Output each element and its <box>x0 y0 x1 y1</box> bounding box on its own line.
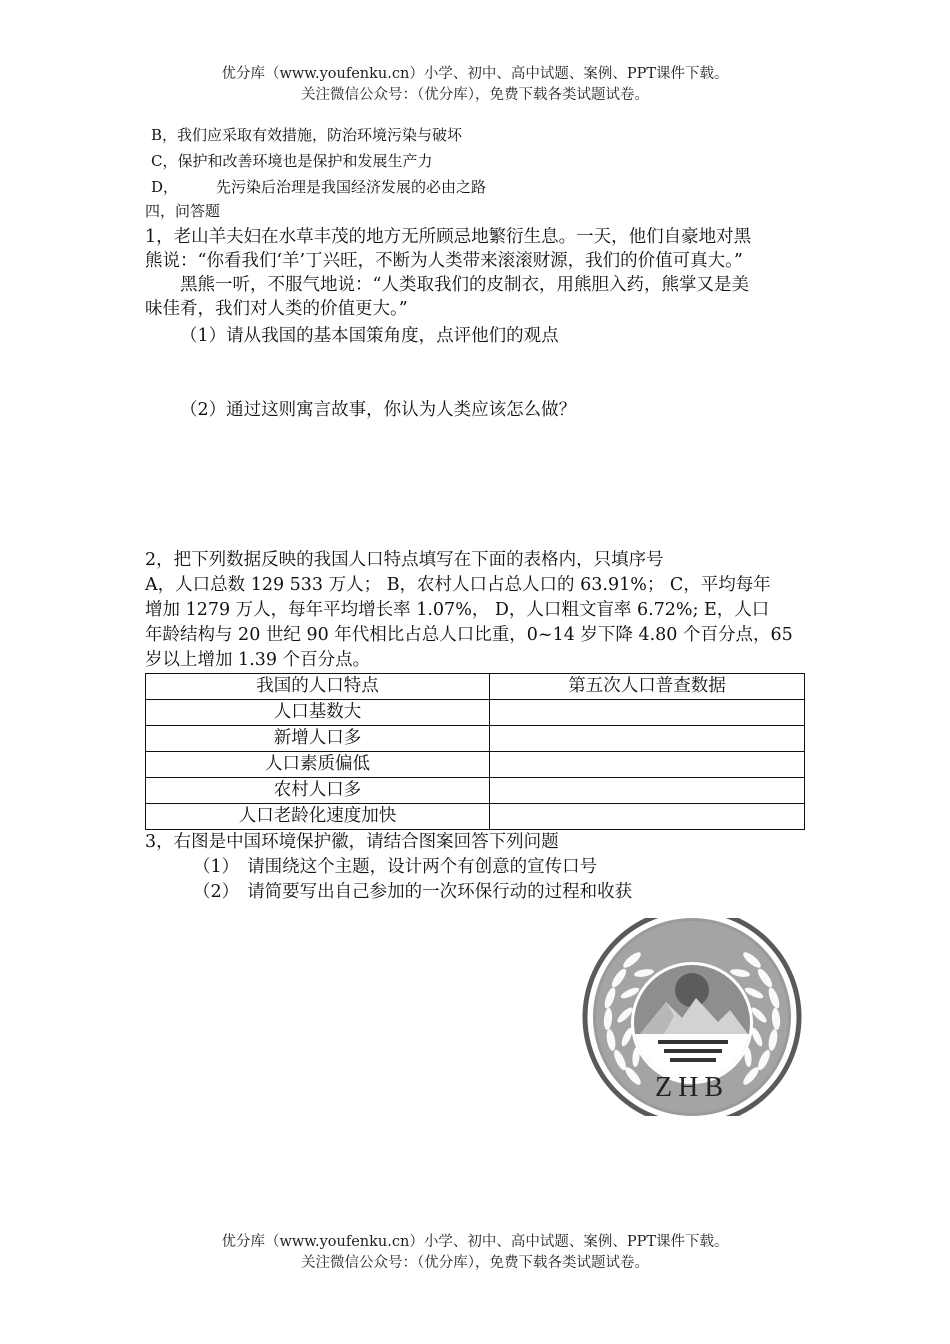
option-c: C，保护和改善环境也是保护和发展生产力 <box>151 152 433 170</box>
q3-sub-question-1 <box>193 855 597 879</box>
q1-line-2: 熊说：“你看我们‘羊’丁兴旺，不断为人类带来滚滚财源，我们的价值可真大。” <box>145 251 743 271</box>
q2-line-1: 2，把下列数据反映的我国人口特点填写在下面的表格内，只填序号 <box>145 550 664 570</box>
section-title: 四，问答题 <box>145 202 221 220</box>
option-d-letter: D， <box>151 178 179 196</box>
table-cell-answer[interactable] <box>490 700 805 726</box>
population-table <box>145 673 805 830</box>
emblem-letters: ZHB <box>655 1072 729 1103</box>
q2-line-2: A，人口总数 129 533 万人； B，农村人口占总人口的 63.91%； C，平均每年 <box>145 575 771 595</box>
table-header-cell: 我国的人口特点 <box>146 674 490 700</box>
q3-sub-2-text: 请简要写出自己参加的一次环保行动的过程和收获 <box>247 882 633 902</box>
q3-sub-question-2 <box>193 880 632 904</box>
table-cell-feature: 人口基数大 <box>146 700 490 726</box>
table-header-row <box>146 674 805 700</box>
table-cell-answer[interactable] <box>490 778 805 804</box>
environmental-protection-emblem-icon <box>578 918 806 1116</box>
header-line-2: 关注微信公众号：（优分库），免费下载各类试题试卷。 <box>301 87 649 103</box>
q1-line-4: 味佳肴，我们对人类的价值更大。” <box>145 299 408 319</box>
q2-line-4: 年龄结构与 20 世纪 90 年代相比占总人口比重，0~14 岁下降 4.80 个百分点，65 <box>145 625 793 645</box>
footer-line-2: 关注微信公众号：（优分库），免费下载各类试题试卷。 <box>301 1255 649 1271</box>
header-line-1: 优分库（www.youfenku.cn）小学、初中、高中试题、案例、PPT课件下载。 <box>221 66 729 82</box>
table-cell-feature: 新增人口多 <box>146 726 490 752</box>
q2-line-5: 岁以上增加 1.39 个百分点。 <box>145 650 371 670</box>
q2-line-3: 增加 1279 万人，每年平均增长率 1.07%， D，人口粗文盲率 6.72%; E，人口 <box>145 600 770 620</box>
table-cell-answer[interactable] <box>490 726 805 752</box>
table-row <box>146 726 805 752</box>
page-footer <box>0 1232 950 1274</box>
table-cell-feature: 人口素质偏低 <box>146 752 490 778</box>
footer-line-1: 优分库（www.youfenku.cn）小学、初中、高中试题、案例、PPT课件下载。 <box>221 1234 729 1250</box>
option-d <box>151 176 486 198</box>
table-cell-feature: 农村人口多 <box>146 778 490 804</box>
table-row <box>146 752 805 778</box>
table-row <box>146 778 805 804</box>
q3-sub-1-number: （1） <box>193 857 240 877</box>
q1-sub-question-1: （1）请从我国的基本国策角度，点评他们的观点 <box>180 326 559 346</box>
q1-sub-question-2: （2）通过这则寓言故事，你认为人类应该怎么做？ <box>180 400 577 420</box>
q1-line-3: 黑熊一听，不服气地说：“人类取我们的皮制衣，用熊胆入药，熊掌又是美 <box>180 275 749 295</box>
q1-line-1: 1，老山羊夫妇在水草丰茂的地方无所顾忌地繁衍生息。一天，他们自豪地对黑 <box>145 227 752 247</box>
table-cell-answer[interactable] <box>490 752 805 778</box>
table-row <box>146 700 805 726</box>
option-d-text: 先污染后治理是我国经济发展的必由之路 <box>216 178 487 196</box>
q3-line-1: 3，右图是中国环境保护徽，请结合图案回答下列问题 <box>145 832 559 852</box>
option-b: B，我们应采取有效措施，防治环境污染与破坏 <box>151 126 463 144</box>
q3-sub-2-number: （2） <box>193 882 240 902</box>
table-header-cell: 第五次人口普查数据 <box>490 674 805 700</box>
table-row <box>146 804 805 830</box>
table-cell-answer[interactable] <box>490 804 805 830</box>
q3-sub-1-text: 请围绕这个主题，设计两个有创意的宣传口号 <box>247 857 598 877</box>
table-cell-feature: 人口老龄化速度加快 <box>146 804 490 830</box>
page-header <box>0 64 950 106</box>
